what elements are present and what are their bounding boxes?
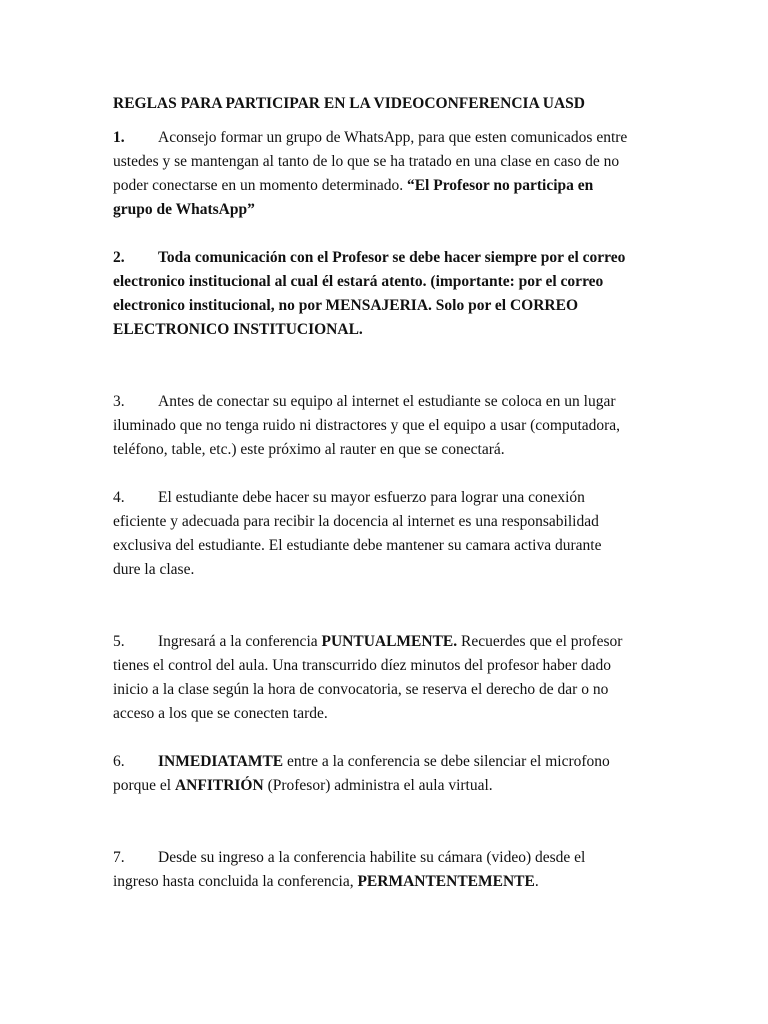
rule-emphasis: “El Profesor no participa en [406, 177, 594, 194]
rule-number: 2. [113, 249, 125, 266]
rule-text: electronico institucional, no por MENSAJERIA. Solo por el CORREO [113, 297, 579, 314]
rule-text: acceso a los que se conecten tarde. [113, 705, 328, 722]
rule-number: 7. [113, 849, 125, 866]
rule-text: entre a la conferencia se debe silenciar el microfono [287, 753, 610, 770]
document-title: REGLAS PARA PARTICIPAR EN LA VIDEOCONFERENCIA UASD [113, 95, 585, 112]
rule-text: Ingresará a la conferencia [158, 633, 318, 650]
rule-7 [113, 846, 700, 894]
rule-text: Recuerdes que el profesor [461, 633, 623, 650]
rule-text: exclusiva del estudiante. El estudiante debe mantener su camara activa durante [113, 537, 602, 554]
rule-text: ustedes y se mantengan al tanto de lo que se ha tratado en una clase en caso de no [113, 153, 620, 170]
rule-emphasis: ANFITRIÓN [174, 777, 264, 794]
rule-text: ingreso hasta concluida la conferencia, [113, 873, 354, 890]
rule-text: Desde su ingreso a la conferencia habilite su cámara (video) desde el [158, 849, 586, 866]
rule-emphasis: PERMANTENTEMENTE [357, 873, 535, 890]
rule-text: . [534, 873, 539, 890]
rule-text: tienes el control del aula. Una transcurrido díez minutos del profesor haber dado [113, 657, 611, 674]
rule-text: Toda comunicación con el Profesor se debe hacer siempre por el correo [158, 249, 626, 266]
rule-number: 4. [113, 489, 125, 506]
rule-text: (Profesor) administra el aula virtual. [267, 777, 493, 794]
rule-2 [113, 246, 700, 342]
rule-4 [113, 486, 700, 582]
rule-1 [113, 126, 700, 222]
rule-emphasis: INMEDIATAMTE [158, 753, 284, 770]
rule-number: 5. [113, 633, 125, 650]
rule-number: 1. [113, 129, 125, 146]
rule-text: Aconsejo formar un grupo de WhatsApp, para que esten comunicados entre [158, 129, 628, 146]
rule-text: electronico institucional al cual él estará atento. (importante: por el correo [113, 273, 604, 290]
rule-emphasis: PUNTUALMENTE. [321, 633, 458, 650]
rule-5 [113, 630, 700, 726]
rule-text: El estudiante debe hacer su mayor esfuerzo para lograr una conexión [158, 489, 585, 506]
rule-text: inicio a la clase según la hora de convocatoria, se reserva el derecho de dar o no [113, 681, 609, 698]
rule-number: 3. [113, 393, 125, 410]
rule-text: Antes de conectar su equipo al internet el estudiante se coloca en un lugar [158, 393, 616, 410]
rule-text: eficiente y adecuada para recibir la docencia al internet es una responsabilidad [113, 513, 599, 530]
rule-number: 6. [113, 753, 125, 770]
rule-text: poder conectarse en un momento determinado. [113, 177, 404, 194]
rule-text: porque el [113, 777, 172, 794]
rule-text: ELECTRONICO INSTITUCIONAL. [113, 321, 363, 338]
rule-3 [113, 390, 700, 462]
rule-text: iluminado que no tenga ruido ni distractores y que el equipo a usar (computadora, [113, 417, 621, 434]
rule-6 [113, 750, 700, 798]
rule-emphasis: grupo de WhatsApp” [113, 201, 255, 218]
document-page [113, 92, 700, 894]
rule-text: dure la clase. [113, 561, 195, 578]
rule-text: teléfono, table, etc.) este próximo al rauter en que se conectará. [113, 441, 505, 458]
